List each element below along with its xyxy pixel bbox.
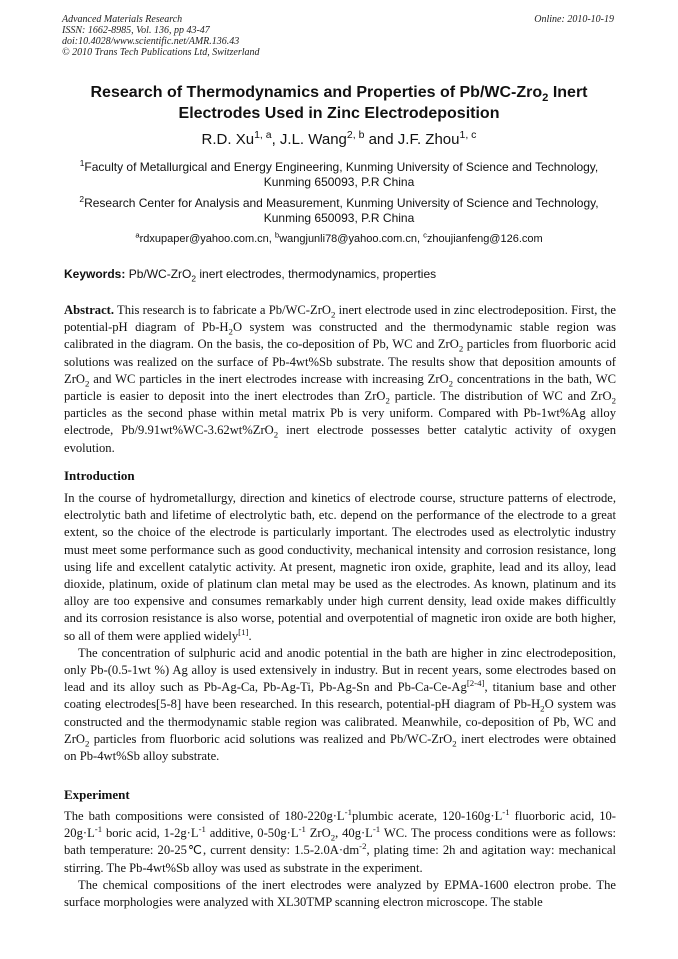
introduction-body xyxy=(64,490,616,765)
journal-name: Advanced Materials Research xyxy=(62,14,183,25)
online-date: Online: 2010-10-19 xyxy=(534,14,614,25)
section-heading-experiment: Experiment xyxy=(64,787,130,802)
email-address[interactable]: wangjunli78@yahoo.com.cn xyxy=(279,233,417,245)
paragraph: The concentration of sulphuric acid and anodic potential in the bath are higher in zinc electrodeposition, only Pb-(0.5-1wt %) Ag alloy is used extensively in industry. But in recent years, some electrodes based on lead and its alloy such as Pb-Ag-Ca, Pb-Ag-Ti, Pb-Ag-Sn and Pb-Ca-Ce-Ag[2-4], titanium base and other coating electrodes[5-8] have been researched. In this research, potential-pH diagram of $Pb-H_2O$ system was constructed and the thermodynamic stable region was calibrated. Meanwhile, co-deposition of Pb, WC and ZrO$_2$ particles from fluorboric acid solutions was realized and Pb/WC-ZrO$_2$ inert electrodes were obtained on Pb-4wt%Sb alloy substrate. xyxy=(64,645,617,764)
email-address[interactable]: zhoujianfeng@126.com xyxy=(426,233,543,245)
abstract: Abstract. This research is to fabricate a Pb/WC-ZrO$_2$ inert electrode used in zinc electrodeposition. First, the potential-pH diagram of $Pb-H_2O$ system was constructed and the thermodynamic stable region was calibrated in the diagram. On the basis, the co-deposition of Pb, WC and ZrO$_2$ particles from fluorboric acid solutions was realized on the surface of Pb-4wt%Sb substrate. The results show that deposition amounts of ZrO$_2$ and WC particles in the inert electrodes increase with increasing ZrO$_2$ concentrations in the bath, WC particle is easier to deposit into the inert electrodes than ZrO$_2$ particle. The distribution of WC and ZrO$_2$ particles as the second phase within metal matrix Pb is very uniform. Compared with Pb-1wt%Ag alloy electrode, Pb/9.91wt%WC-3.62wt%ZrO$_2$ inert electrode possesses better catalytic activity of oxygen evolution. xyxy=(64,303,616,455)
author-list: R.D. Xu$^{1, a}$, J.L. Wang$^{2, b}$ and J.F. Zhou$^{1, c}$ xyxy=(201,129,477,148)
copyright-line: © 2010 Trans Tech Publications Ltd, Switzerland xyxy=(62,47,260,58)
paragraph: In the course of hydrometallurgy, direction and kinetics of electrode course, structure patterns of electrode, electrolytic bath and lifetime of electrolytic bath, etc. depend on the performance of the electrode to a great extent, so the choice of the electrode is particularly important. The electrodes used as electrolytic industry must meet some performance such as good conductivity, mechanical intensity and corrosion resistance, long using life and excellent catalytic activity. At present, magnetic iron oxide, graphite, lead and its alloy, lead dioxide, platinum, oxide of platinum clan metal may be used as the electrodes. As known, platinum and its alloy are too expensive and consumes remarkably under high current density, lead oxide makes difficultly and its corrosion resistance is also worse, potential and overpotential of magnetic iron oxide are both higher, so all of them were applied widely[1]. xyxy=(64,491,616,643)
author-name: R.D. Xu xyxy=(201,131,255,148)
experiment-body xyxy=(64,808,616,911)
email-address[interactable]: rdxupaper@yahoo.com.cn xyxy=(139,233,269,245)
citation[interactable]: [1] xyxy=(238,626,249,637)
citation[interactable]: [2-4] xyxy=(466,678,485,689)
doi-line: doi:10.4028/www.scientific.net/AMR.136.43 xyxy=(62,36,240,47)
journal-info xyxy=(62,14,260,58)
paragraph: The chemical compositions of the inert electrodes were analyzed by EPMA-1600 electron probe. The surface morphologies were analyzed with XL30TMP scanning electron microscope. The stable xyxy=(64,877,616,910)
section-heading-introduction: Introduction xyxy=(64,468,135,483)
author-name: J.L. Wang xyxy=(279,131,347,148)
affiliation-1: $^1$Faculty of Metallurgical and Energy Engineering, Kunming University of Science and Technology, Kunming 650093, P.R China xyxy=(79,158,599,189)
paragraph: The bath compositions were consisted of $180-220g\cdot L^{-1}plumbic$ acerate, $120-160g\cdot L^{-1}$ fluorboric acid, $10-20g\cdot L^{-1}$ boric acid, $1-2g\cdot L^{-1}$ additive, $0-50g\cdot L^{-1}$ ZrO$_2$, $40g\cdot L^{-1}$ WC. The process conditions were as follows: bath temperature: 20-25℃, current density: $1.5-2.0A\cdot dm^{-2}$, plating time: 2h and agitation way: mechanical stirring. The Pb-4wt%Sb alloy was used as substrate in the experiment. xyxy=(64,806,617,875)
issn-line: ISSN: 1662-8985, Vol. 136, pp 43-47 xyxy=(62,25,210,36)
keywords: Keywords: Pb/WC-ZrO$_2$ inert electrodes, thermodynamics, properties xyxy=(64,267,437,284)
abstract-label: Abstract. xyxy=(64,303,115,317)
paper-title: Research of Thermodynamics and Properties of Pb/WC-Zro$_2$ Inert Electrodes Used in Zinc Electrodeposition xyxy=(90,84,588,122)
email-list: $^a$rdxupaper@yahoo.com.cn, $^b$wangjunli78@yahoo.com.cn, $^c$zhoujianfeng@126.com xyxy=(135,230,543,245)
keywords-label: Keywords: xyxy=(64,267,126,281)
author-name: J.F. Zhou xyxy=(397,131,460,148)
affiliation-2: $^2$Research Center for Analysis and Measurement, Kunming University of Science and Technology, Kunming 650093, P.R China xyxy=(79,194,599,225)
